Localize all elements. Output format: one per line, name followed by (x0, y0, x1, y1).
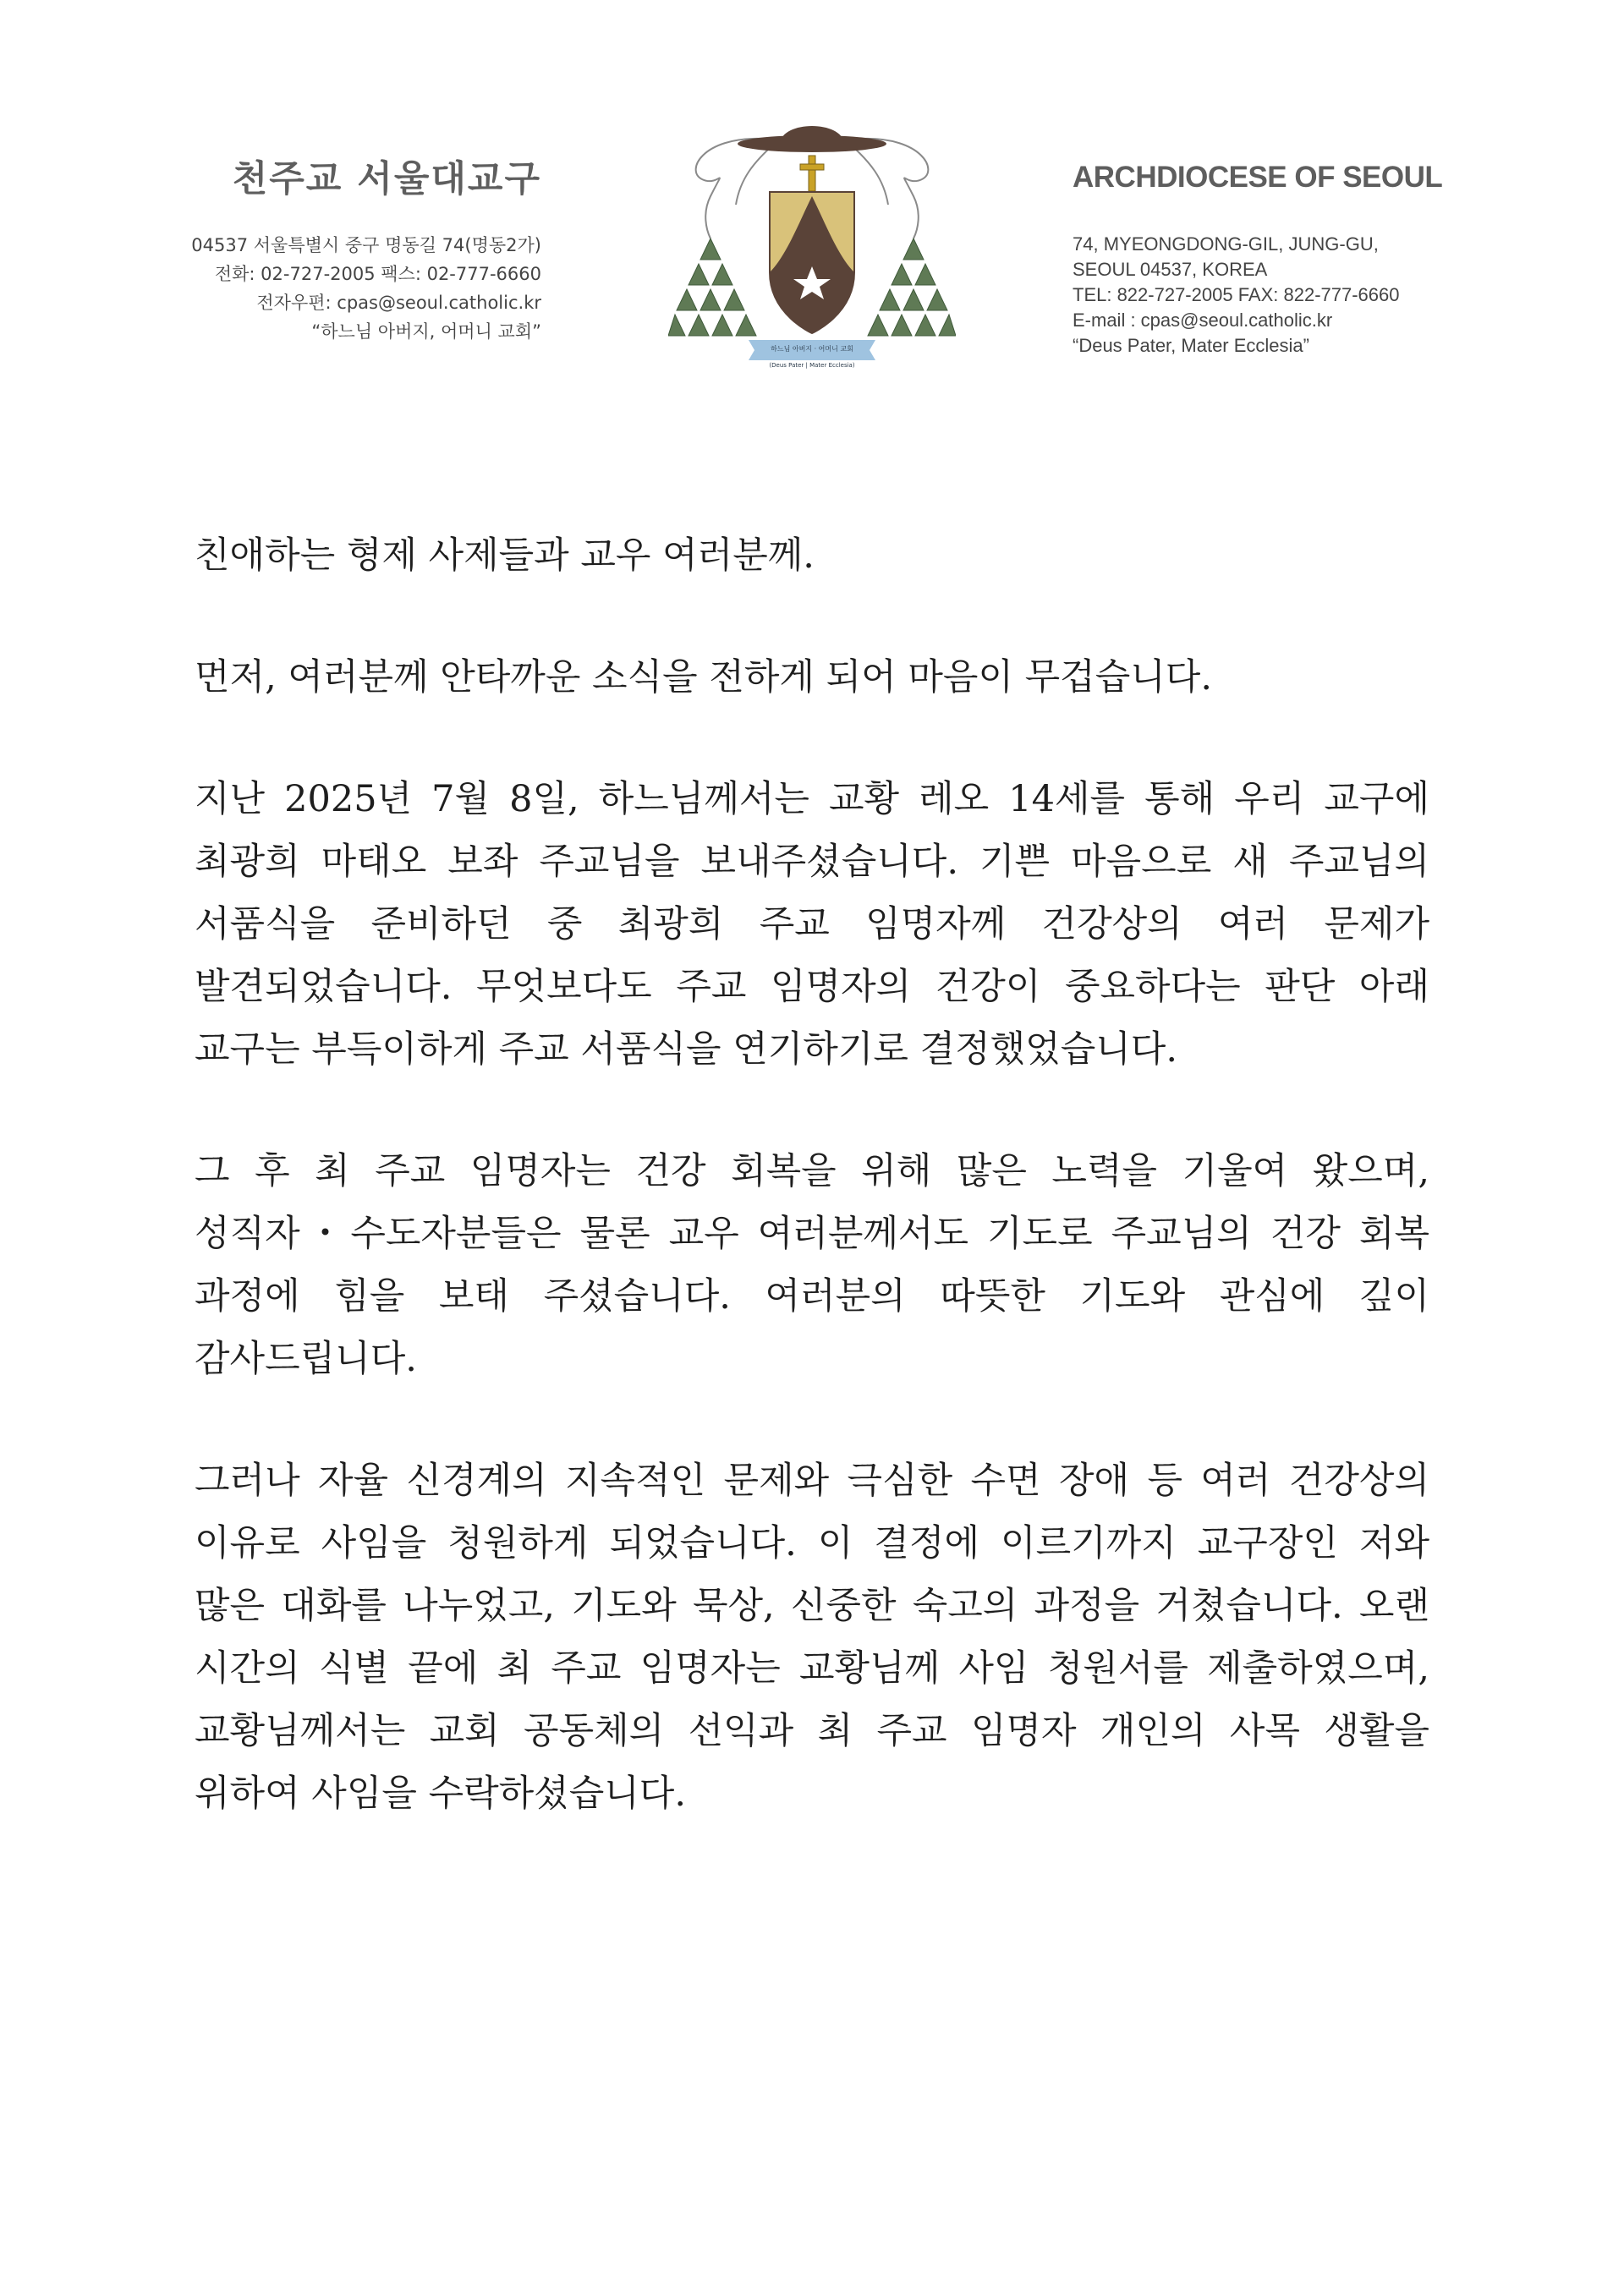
tassels-left-icon (668, 238, 756, 336)
paragraph-4: 그러나 자율 신경계의 지속적인 문제와 극심한 수면 장애 등 여러 건강상의 이유로 사임을 청원하게 되었습니다. 이 결정에 이르기까지 교구장인 저와 많은 대화를 나누었고, 기도와 묵상, 신중한 숙고의 과정을 거쳤습니다. 오랜 시간의 식별 끝에 최 주교 임명자는 교황님께 사임 청원서를 제출하였으며, 교황님께서는 교회 공동체의 선익과 최 주교 임명자 개인의 사목 생활을 위하여 사임을 수락하셨습니다. (195, 1460, 1429, 1815)
org-name-korean: 천주교 서울대교구 (232, 158, 541, 200)
address-korean: 04537 서울특별시 중구 명동길 74(명동2가) (191, 235, 541, 255)
ribbon-text-korean: 하느님 아버지 · 어머니 교회 (771, 345, 853, 353)
paragraph-3: 그 후 최 주교 임명자는 건강 회복을 위해 많은 노력을 기울여 왔으며, 성직자・수도자분들은 물론 교우 여러분께서도 기도로 주교님의 건강 회복 과정에 힘을 보태 주셨습니다. 여러분의 따뜻한 기도와 관심에 깊이 감사드립니다. (195, 1150, 1429, 1380)
motto-korean: “하느님 아버지, 어머니 교회” (311, 321, 541, 342)
paragraph-2: 지난 2025년 7월 8일, 하느님께서는 교황 레오 14세를 통해 우리 교구에 최광희 마태오 보좌 주교님을 보내주셨습니다. 기쁜 마음으로 새 주교님의 서품식을 준비하던 중 최광희 주교 임명자께 건강상의 여러 문제가 발견되었습니다. 무엇보다도 주교 임명자의 건강이 중요하다는 판단 아래 교구는 부득이하게 주교 서품식을 연기하기로 결정했었습니다. (195, 778, 1429, 1071)
letterhead-english (1073, 161, 1512, 359)
paragraph-1: 먼저, 여러분께 안타까운 소식을 전하게 되어 마음이 무겁습니다. (195, 656, 1213, 699)
ribbon-text-latin: (Deus Pater | Mater Ecclesia) (769, 362, 855, 369)
galero-hat-icon (738, 126, 886, 152)
phone-fax-korean: 전화: 02-727-2005 팩스: 02-777-6660 (214, 264, 541, 284)
letter-body (195, 524, 1429, 1825)
motto-ribbon (749, 340, 875, 369)
motto-english: “Deus Pater, Mater Ecclesia” (1073, 335, 1309, 356)
shield-icon (770, 192, 854, 333)
coat-of-arms-icon (668, 112, 956, 382)
tassels-right-icon (868, 238, 956, 336)
email-korean: 전자우편: cpas@seoul.catholic.kr (256, 293, 541, 313)
cross-icon (800, 156, 824, 191)
org-name-english: ARCHDIOCESE OF SEOUL (1073, 161, 1443, 194)
letterhead (0, 0, 1624, 397)
salutation: 친애하는 형제 사제들과 교우 여러분께. (195, 534, 815, 577)
letterhead-korean (152, 151, 541, 346)
phone-fax-english: TEL: 822-727-2005 FAX: 822-777-6660 (1073, 284, 1400, 305)
address-english-line2: SEOUL 04537, KOREA (1073, 259, 1268, 280)
address-english-line1: 74, MYEONGDONG-GIL, JUNG-GU, (1073, 233, 1379, 255)
email-english: E-mail : cpas@seoul.catholic.kr (1073, 310, 1333, 331)
